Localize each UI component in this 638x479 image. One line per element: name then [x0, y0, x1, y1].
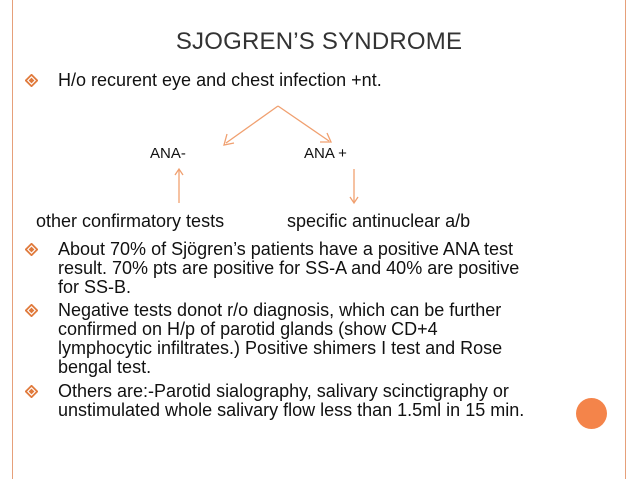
bullet-text-negative-line3: lymphocytic infiltrates.) Positive shimers I test and Rose — [58, 338, 503, 358]
bullet-text-negative-line1: Negative tests donot r/o diagnosis, which can be further — [58, 300, 502, 320]
frame-line-left — [12, 0, 13, 479]
frame-line-right — [625, 0, 626, 479]
bullet-icon — [25, 385, 38, 398]
bullet-icon — [25, 243, 38, 256]
bullet-text-ana-line1: About 70% of Sjögren’s patients have a positive ANA test — [58, 239, 513, 259]
bullet-text-ana-line3: for SS-B. — [58, 277, 132, 297]
orange-circle-icon — [576, 398, 607, 429]
text-specific-antinuclear: specific antinuclear a/b — [287, 211, 471, 231]
label-ana-positive: ANA + — [304, 145, 347, 162]
arrow-icon — [224, 106, 278, 145]
bullet-text-others-line2: unstimulated whole salivary flow less than 1.5ml in 15 min. — [58, 400, 525, 420]
arrow-icon — [278, 106, 331, 142]
bullet-text-negative-line4: bengal test. — [58, 357, 152, 377]
label-ana-negative: ANA- — [150, 145, 186, 162]
bullet-icon — [25, 74, 38, 87]
arrow-icon — [175, 169, 183, 203]
slide-title: SJOGREN’S SYNDROME — [175, 28, 463, 55]
bullet-text-negative-line2: confirmed on H/p of parotid glands (show CD+4 — [58, 319, 438, 339]
bullet-icon — [25, 304, 38, 317]
bullet-text-others-line1: Others are:-Parotid sialography, salivary scinctigraphy or — [58, 381, 509, 401]
bullet-text-ana-line2: result. 70% pts are positive for SS-A and 40% are positive — [58, 258, 520, 278]
arrow-icon — [350, 169, 358, 203]
bullet-text-history: H/o recurent eye and chest infection +nt. — [58, 70, 382, 90]
text-other-confirmatory-tests: other confirmatory tests — [36, 211, 225, 231]
